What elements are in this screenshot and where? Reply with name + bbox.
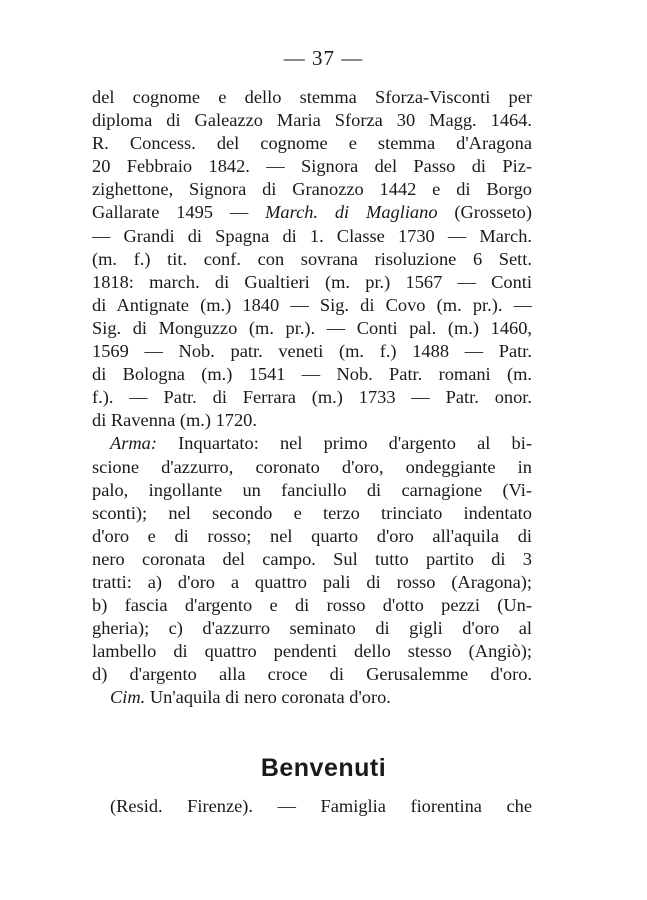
- text-line: diploma di Galeazzo Maria Sforza 30 Magg. 1464.: [92, 110, 532, 131]
- text-line: palo, ingollante un fanciullo di carnagione (Vi-: [92, 479, 532, 500]
- text-line: di Bologna (m.) 1541 — Nob. Patr. romani (m.: [92, 364, 532, 385]
- text-line: 1818: march. di Gualtieri (m. pr.) 1567 — Conti: [92, 271, 532, 292]
- text-segment: (Grosseto): [437, 202, 532, 223]
- text-segment: Un'aquila di nero coronata d'oro.: [145, 687, 391, 708]
- text-line: tratti: a) d'oro a quattro pali di rosso (Aragona);: [92, 571, 532, 592]
- text-line: 1569 — Nob. patr. veneti (m. f.) 1488 — Patr.: [92, 341, 532, 362]
- text-line: del cognome e dello stemma Sforza-Visconti per: [92, 87, 532, 107]
- text-line: scione d'azzurro, coronato d'oro, ondeggiante in: [92, 456, 532, 477]
- cim-label: Cim.: [110, 687, 146, 708]
- text-line: (Resid. Firenze). — Famiglia fiorentina che: [110, 796, 532, 816]
- text-line: d'oro e di rosso; nel quarto d'oro all'aquila di: [92, 525, 532, 546]
- sforza-visconti-entry: [92, 86, 532, 710]
- arma-label: Arma:: [110, 433, 157, 454]
- text-line: di Antignate (m.) 1840 — Sig. di Covo (m. pr.). —: [92, 294, 532, 315]
- text-line: di Ravenna (m.) 1720.: [92, 410, 257, 431]
- italic-title: March. di Magliano: [265, 202, 438, 223]
- section-title-benvenuti: Benvenuti: [260, 754, 387, 782]
- text-line: d) d'argento alla croce di Gerusalemme d'oro.: [92, 664, 532, 685]
- text-line: Sig. di Monguzzo (m. pr.). — Conti pal. (m.) 1460,: [92, 317, 532, 338]
- text-line: lambello di quattro pendenti dello stesso (Angiò);: [92, 641, 532, 662]
- arma-line: [92, 432, 532, 455]
- text-segment: Gallarate 1495 —: [92, 202, 266, 223]
- text-line: R. Concess. del cognome e stemma d'Aragona: [92, 133, 532, 154]
- text-line: nero coronata del campo. Sul tutto partito di 3: [92, 548, 532, 569]
- text-line: gheria); c) d'azzurro seminato di gigli d'oro al: [92, 618, 532, 639]
- text-line: [92, 201, 532, 224]
- page-number: — 37 —: [283, 46, 364, 70]
- text-line: 20 Febbraio 1842. — Signora del Passo di Piz-: [92, 156, 532, 177]
- benvenuti-entry: [92, 795, 532, 818]
- text-line: sconti); nel secondo e terzo trinciato indentato: [92, 502, 532, 523]
- text-line: (m. f.) tit. conf. con sovrana risoluzione 6 Sett.: [92, 248, 532, 269]
- text-line: b) fascia d'argento e di rosso d'otto pezzi (Un-: [92, 595, 532, 616]
- text-line: f.). — Patr. di Ferrara (m.) 1733 — Patr. onor.: [92, 387, 532, 408]
- cim-line: [92, 686, 532, 709]
- text-line: zighettone, Signora di Granozzo 1442 e di Borgo: [92, 179, 532, 200]
- text-segment: Inquartato: nel primo d'argento al bi-: [157, 433, 532, 454]
- text-line: — Grandi di Spagna di 1. Classe 1730 — March.: [92, 225, 532, 246]
